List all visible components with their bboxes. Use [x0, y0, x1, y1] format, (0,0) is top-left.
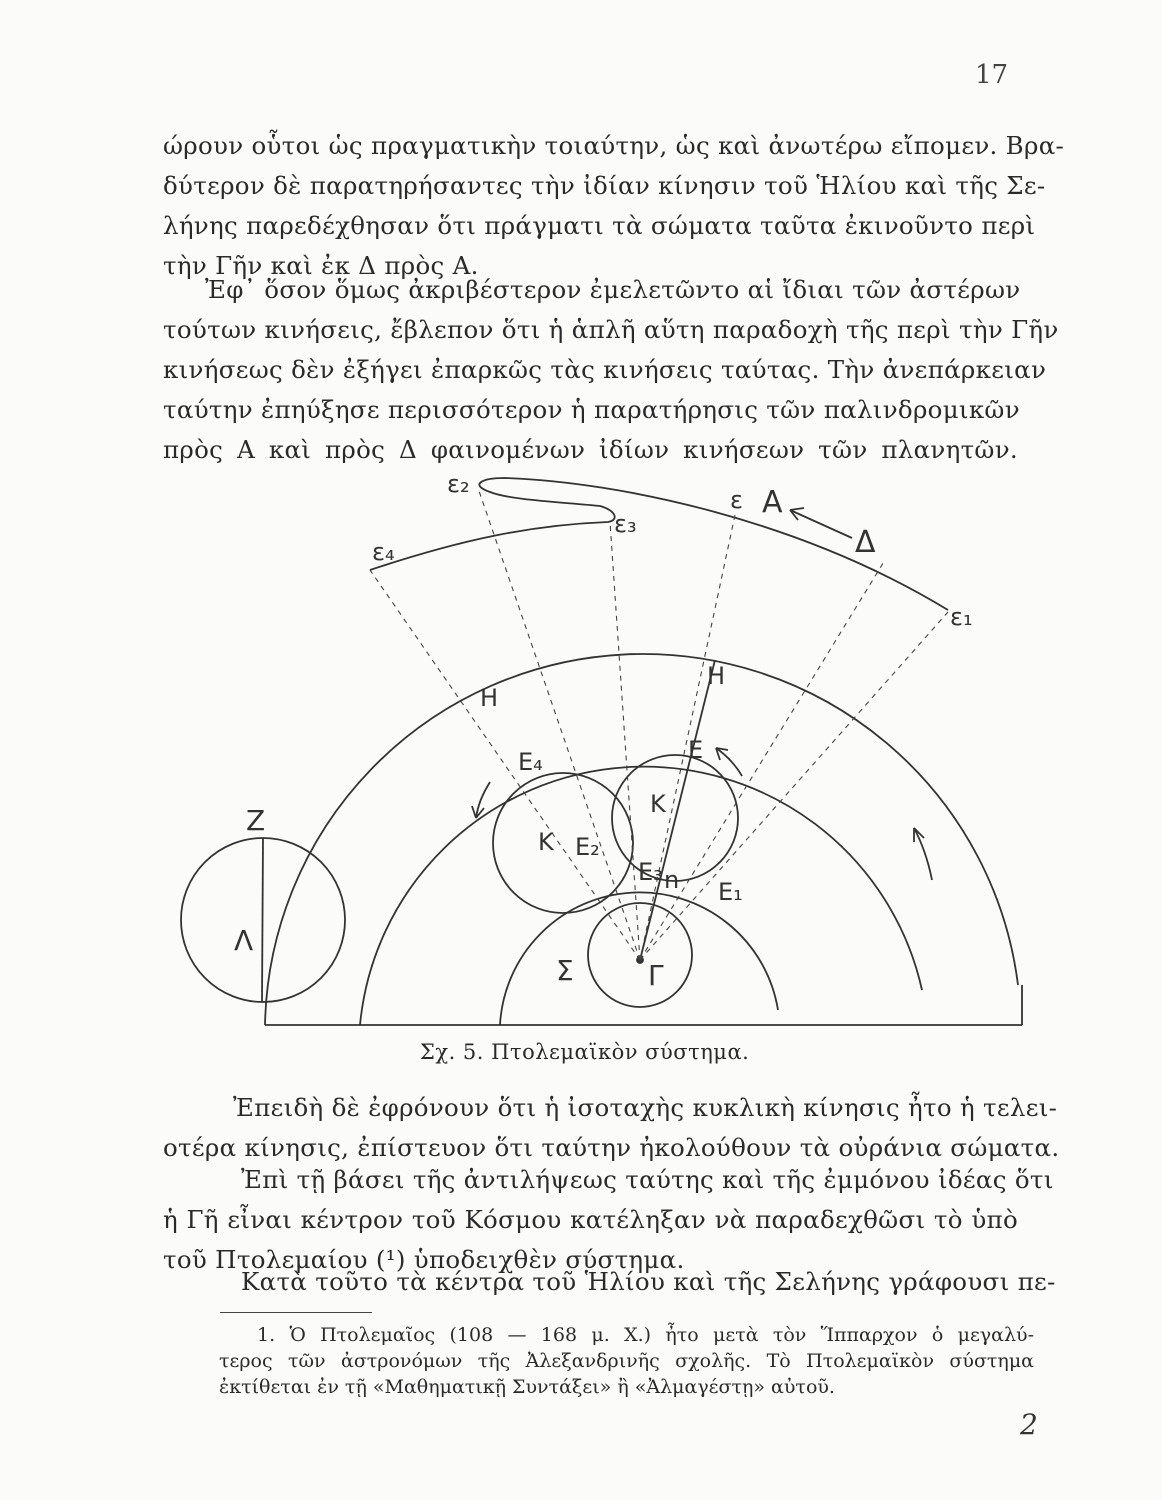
- label-k-right: K: [650, 790, 666, 818]
- text-line: Κατὰ τοῦτο τὰ κέντρα τοῦ Ἡλίου καὶ τῆς Σελήνης γράφουσι πε-: [241, 1267, 1056, 1296]
- text-line: τοῦ Πτολεμαίου (¹) ὑποδειχθὲν σύστημα.: [163, 1245, 685, 1274]
- label-gamma: Γ: [648, 959, 664, 992]
- footnote-line: τερος τῶν ἀστρονόμων τῆς Ἀλεξανδρινῆς σχολῆς. Τὸ Πτολεμαϊκὸν σύστημα: [219, 1350, 1034, 1372]
- label-n: n: [664, 866, 680, 894]
- label-h-right: H: [707, 662, 726, 690]
- text-line: οτέρα κίνησις, ἐπίστευον ὅτι ταύτην ἠκολούθουν τὰ οὐράνια σώματα.: [163, 1133, 1060, 1162]
- label-e2: E₂: [575, 833, 600, 861]
- label-z: Z: [246, 804, 266, 837]
- text-line: τὴν Γῆν καὶ ἐκ Δ πρὸς Α.: [163, 251, 479, 280]
- label-e1: E₁: [718, 878, 743, 906]
- text-line: ἡ Γῆ εἶναι κέντρον τοῦ Κόσμου κατέληξαν νὰ παραδεχθῶσι τὸ ὑπὸ: [163, 1205, 1018, 1234]
- motion-arrow-epicycle: [716, 748, 742, 776]
- text-line: πρὸς Α καὶ πρὸς Δ φαινομένων ἰδίων κινήσεων τῶν πλανητῶν.: [163, 435, 1018, 464]
- label-delta: Δ: [855, 525, 876, 560]
- text-line: Ἐπὶ τῇ βάσει τῆς ἀντιλήψεως ταύτης καὶ τῆς ἐμμόνου ἰδέας ὅτι: [241, 1165, 1054, 1194]
- outer-orbit-arc: [265, 654, 1018, 1025]
- label-eps4: ε₄: [372, 538, 395, 566]
- footnote: [219, 1322, 1034, 1400]
- label-e: E: [688, 736, 704, 764]
- text-line: Ἐπειδὴ δὲ ἐφρόνουν ὅτι ἡ ἰσοταχὴς κυκλικὴ κίνησις ἦτο ἡ τελει-: [233, 1093, 1058, 1122]
- label-eps: ε: [730, 486, 743, 514]
- text-line: ταύτην ἐπηύξησε περισσότερον ἡ παρατήρησις τῶν παλινδρομικῶν: [163, 395, 1020, 424]
- sight-line-e1: [640, 612, 948, 960]
- page-number: 17: [975, 60, 1009, 90]
- paragraph-5: [163, 1262, 1056, 1302]
- text-line: ώρουν οὗτοι ὡς πραγματικὴν τοιαύτην, ὡς καὶ ἀνωτέρω εἴπομεν. Βρα-: [163, 131, 1065, 160]
- label-e3: E₃: [638, 858, 663, 886]
- label-h-left: H: [480, 684, 499, 712]
- footnote-rule: [220, 1312, 372, 1313]
- figure-caption: Σχ. 5. Πτολεμαϊκὸν σύστημα.: [420, 1040, 750, 1064]
- label-eps2: ε₂: [447, 470, 470, 498]
- footnote-line: 1. Ὁ Πτολεμαῖος (108 — 168 μ. Χ.) ἦτο μετὰ τὸν Ἵππαρχον ὁ μεγαλύ-: [257, 1324, 1034, 1346]
- text-line: τούτων κινήσεις, ἔβλεπον ὅτι ἡ ἁπλῆ αὕτη παραδοχὴ τῆς περὶ τὴν Γῆν: [163, 315, 1059, 344]
- footnote-line: ἐκτίθεται ἐν τῇ «Μαθηματικῇ Συντάξει» ἢ «Ἀλμαγέστῃ» αὐτοῦ.: [219, 1376, 835, 1398]
- moon-radius: [262, 838, 263, 1002]
- label-eps3: ε₃: [614, 510, 637, 538]
- label-sigma: Σ: [556, 954, 574, 987]
- label-lambda: Λ: [234, 924, 254, 957]
- paragraph-3: [163, 1088, 1060, 1168]
- text-line: δύτερον δὲ παρατηρήσαντες τὴν ἰδίαν κίνησιν τοῦ Ἡλίου καὶ τῆς Σε-: [163, 171, 1046, 200]
- epicycle-left: [493, 773, 633, 913]
- signature-mark: 2: [1020, 1408, 1038, 1441]
- sight-line-e2: [478, 488, 640, 960]
- label-a: A: [762, 485, 783, 520]
- label-e4: E₄: [518, 748, 543, 776]
- text-line: κινήσεως δὲν ἐξήγει ἐπαρκῶς τὰς κινήσεις ταύτας. Τὴν ἀνεπάρκειαν: [163, 355, 1047, 384]
- sight-line-e4: [370, 570, 640, 960]
- label-eps1: ε₁: [950, 603, 973, 631]
- text-line: Ἐφ᾽ ὅσον ὅμως ἀκριβέστερον ἐμελετῶντο αἱ ἴδιαι τῶν ἀστέρων: [205, 275, 1021, 304]
- arrow-delta-to-a: [790, 510, 852, 538]
- label-k-left: K: [538, 828, 554, 856]
- text-line: λήνης παρεδέχθησαν ὅτι πράγματι τὰ σώματα ταῦτα ἐκινοῦντο περὶ: [163, 211, 1036, 240]
- middle-orbit-arc: [360, 767, 922, 1025]
- sight-line-delta: [640, 560, 885, 960]
